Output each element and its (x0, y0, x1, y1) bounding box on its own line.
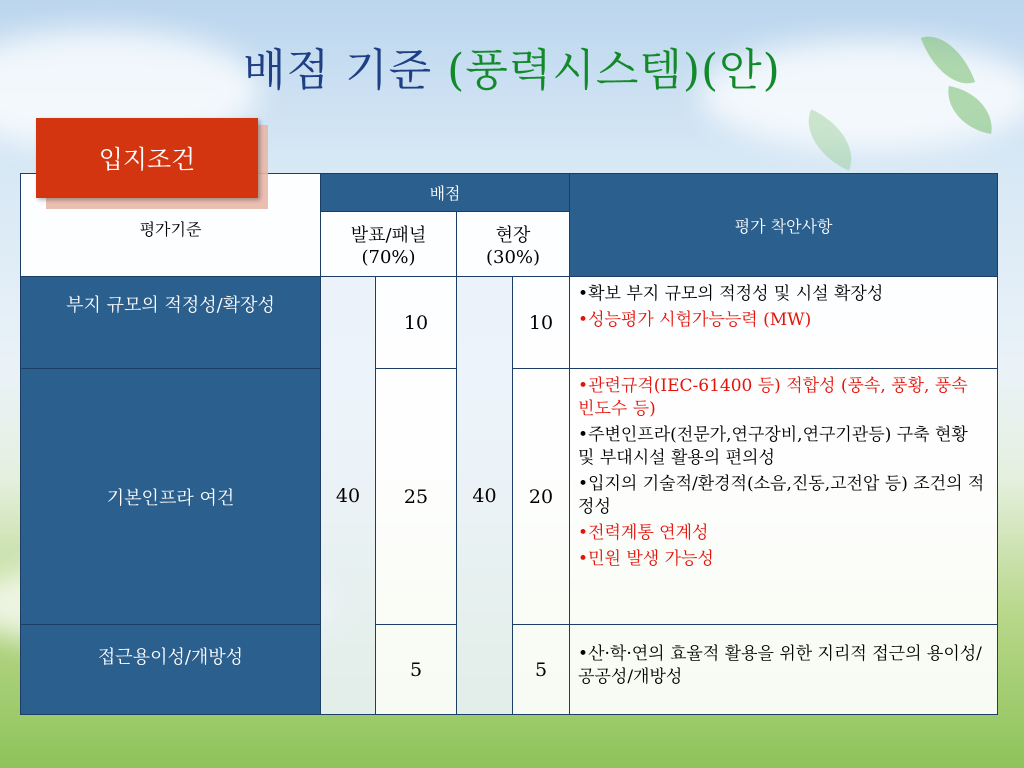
row-notes-cell (570, 277, 998, 369)
header-presentation-label: 발표/패널 (350, 224, 427, 246)
notes-list (570, 625, 997, 689)
slide-title-accent: (풍력시스템)(안) (447, 45, 781, 96)
header-onsite-pct: (30%) (485, 246, 541, 268)
row-notes-cell (570, 369, 998, 625)
onsite-score: 20 (513, 369, 570, 625)
row-notes-cell (570, 625, 998, 715)
onsite-total: 40 (457, 277, 513, 715)
row-criteria: 부지 규모의 적정성/확장성 (66, 295, 275, 316)
header-presentation-pct: (70%) (361, 246, 416, 268)
row-criteria: 기본인프라 여건 (106, 487, 235, 509)
notes-list (570, 369, 997, 571)
note-item: •주변인프라(전문가,연구장비,연구기관등) 구축 현황 및 부대시설 활용의 편의성 (578, 424, 968, 468)
scoring-criteria-table (20, 173, 998, 715)
slide-title-main: 배점 기준 (243, 45, 448, 96)
onsite-score: 10 (513, 277, 570, 369)
row-criteria-cell (21, 277, 321, 369)
note-item: •성능평가 시험가능능력 (MW) (578, 309, 812, 330)
note-item: •전력계통 연계성 (578, 522, 709, 543)
presentation-score: 5 (376, 625, 457, 715)
presentation-total: 40 (321, 277, 376, 715)
table-row (21, 277, 998, 369)
notes-list (570, 277, 997, 332)
header-criteria: 평가기준 (139, 219, 202, 239)
note-item: •관련규격(IEC-61400 등) 적합성 (풍속, 풍황, 풍속 빈도수 등) (578, 376, 968, 419)
note-item: •입지의 기술적/환경적(소음,진동,고전압 등) 조건의 적정성 (578, 473, 985, 517)
note-item: •확보 부지 규모의 적정성 및 시설 확장성 (578, 284, 884, 304)
header-presentation (321, 212, 457, 277)
note-item: •산·학·연의 효율적 활용을 위한 지리적 접근의 용이성/공공성/개방성 (578, 644, 982, 687)
presentation-score: 10 (376, 277, 457, 369)
header-notes: 평가 착안사항 (570, 174, 998, 277)
section-tag: 입지조건 (36, 118, 258, 198)
slide-title (0, 34, 1024, 98)
row-criteria-cell (21, 369, 321, 625)
onsite-score: 5 (513, 625, 570, 715)
header-onsite (457, 212, 570, 277)
note-item: •민원 발생 가능성 (578, 548, 714, 569)
presentation-score: 25 (376, 369, 457, 625)
row-criteria: 접근용이성/개방성 (97, 647, 244, 668)
row-criteria-cell (21, 625, 321, 715)
header-onsite-label: 현장 (495, 224, 531, 246)
header-score: 배점 (321, 174, 570, 212)
